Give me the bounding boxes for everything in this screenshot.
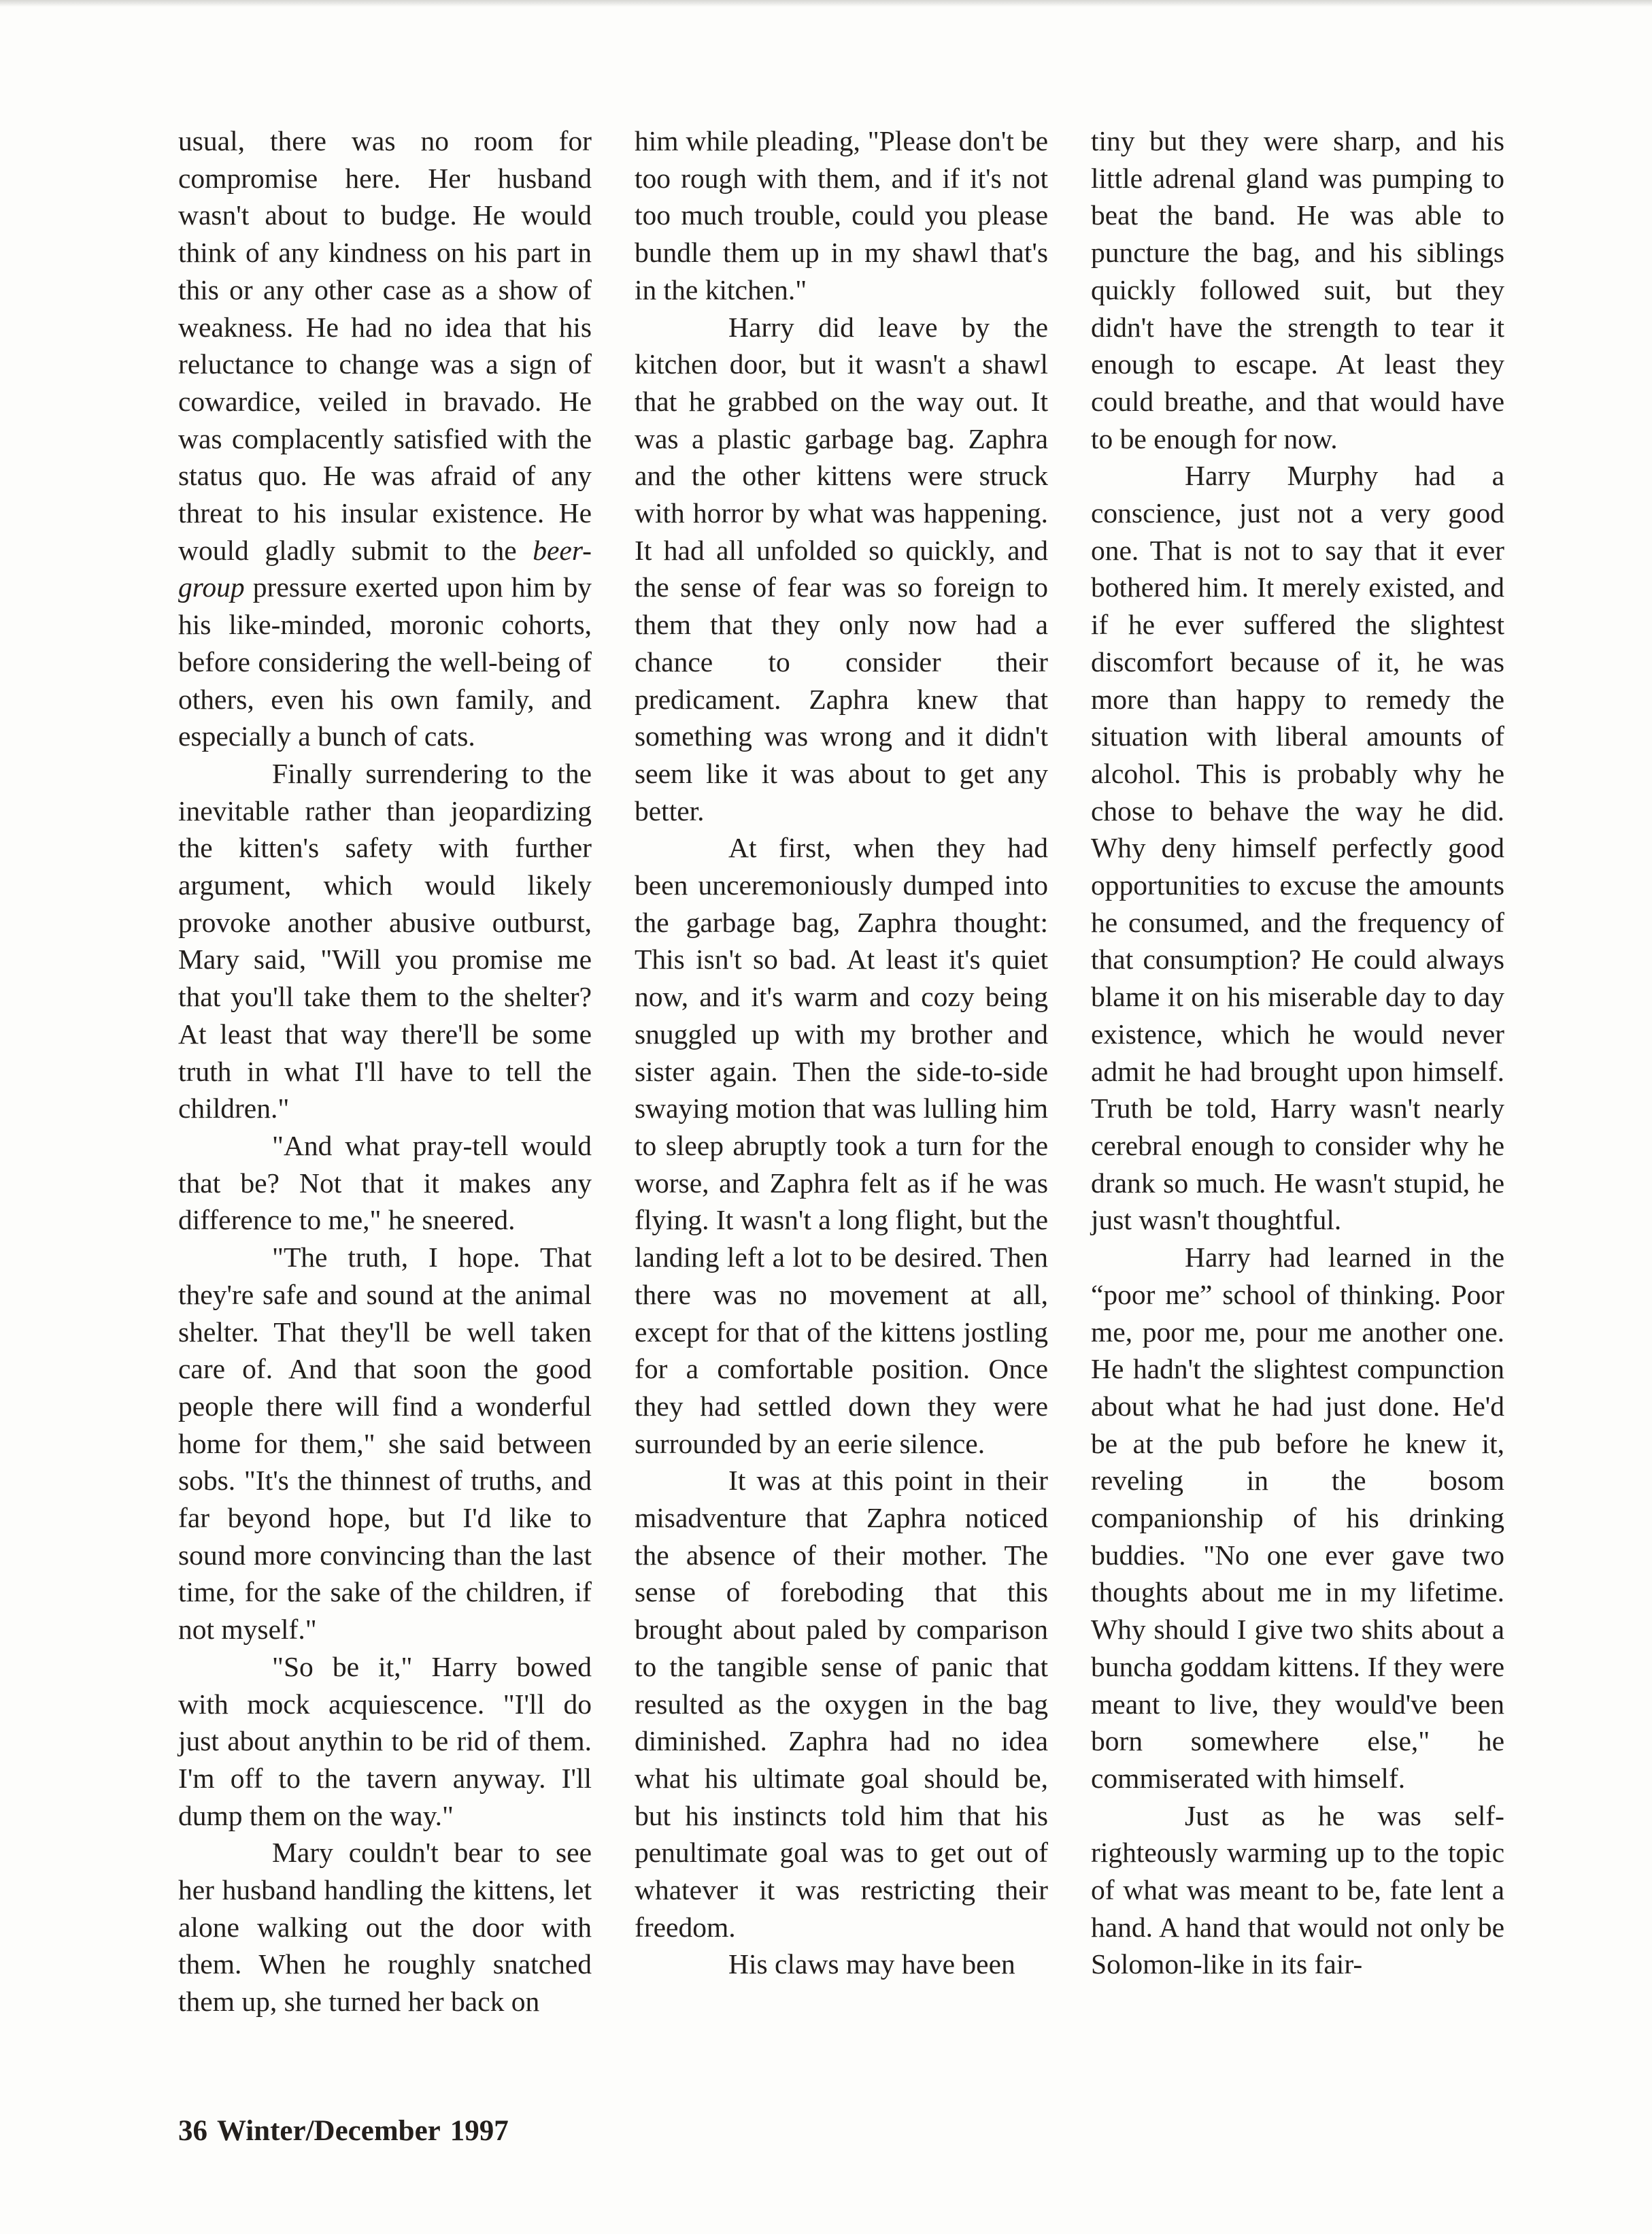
paragraph-text: usual, there was no room for compromise here. Her husband wasn't about to budge. He would think of any kindness on his part in this or any other case as a show of weakness. He had no idea that his reluctance to change was a sign of cowardice, veiled in bravado. He was complacently satisfied with the status quo. He was afraid of any threat to his insular existence. He would gladly submit to the [178, 125, 592, 566]
paragraph: him while pleading, "Please don't be too rough with them, and if it's not too much trouble, could you please bundle them up in my shawl that's in the kitchen." [635, 125, 1048, 305]
paragraph: Mary couldn't bear to see her husband handling the kittens, let alone walking out the door with them. When he roughly snatched them up, she turned her back on [178, 1837, 592, 2018]
column-2 [635, 122, 1048, 2082]
column-1 [178, 122, 592, 2082]
paragraph: Harry did leave by the kitchen door, but it wasn't a shawl that he grabbed on the way out. It was a plastic garbage bag. Zaphra and the other kittens were struck with horror by what was happening. It had all unfolded so quickly, and the sense of fear was so foreign to them that they only now had a chance to consider their predicament. Zaphra knew that something was wrong and it didn't seem like it was about to get any better. [635, 311, 1048, 827]
paragraph: Harry had learned in the “poor me” school of thinking. Poor me, poor me, pour me another one. He hadn't the slightest compunction about what he had just done. He'd be at the pub before he knew it, reveling in the bosom companionship of his drinking buddies. "No one ever gave two thoughts about me in my lifetime. Why should I give two shits about a buncha goddam kittens. If they were meant to live, they would've been born somewhere else," he commiserated with himself. [1091, 1241, 1504, 1794]
paragraph-text: pressure exerted upon him by his like-minded, moronic cohorts, before considering the well-being of others, even his own family, and especially a bunch of cats. [178, 571, 592, 752]
paragraph: His claws may have been [728, 1948, 1015, 1980]
paragraph: "And what pray-tell would that be? Not that it makes any difference to me," he sneered. [178, 1129, 592, 1236]
issue-name: Winter/December [217, 2115, 441, 2147]
paragraph [178, 122, 592, 755]
paragraph: Just as he was self-righteously warming up to the topic of what was meant to be, fate lent a hand. A hand that would not only be Solomon-like in its fair- [1091, 1799, 1504, 1980]
paragraph: Finally surrendering to the inevitable rather than jeopardizing the kitten's safety with further argument, which would likely provoke another abusive outburst, Mary said, "Will you promise me that you'll take them to the shelter? At least that way there'll be some truth in what I'll have to tell the children." [178, 757, 592, 1124]
paragraph: It was at this point in their misadventure that Zaphra noticed the absence of their mother. The sense of foreboding that this brought about paled by comparison to the tangible sense of panic that resulted as the oxygen in the bag diminished. Zaphra had no idea what his ultimate goal should be, but his instincts told him that his penultimate goal was to get out of whatever it was restricting their freedom. [635, 1465, 1048, 1943]
column-3 [1091, 122, 1504, 2082]
italic-phrase: beer-group [178, 534, 592, 603]
article-body [178, 122, 1504, 2082]
page-number: 36 [178, 2115, 207, 2147]
paragraph: "So be it," Harry bowed with mock acquiescence. "I'll do just about anythin to be rid of them. I'm off to the tavern anyway. I'll dump them on the way." [178, 1650, 592, 1831]
page-footer [178, 2114, 509, 2148]
paragraph: Harry Murphy had a conscience, just not a very good one. That is not to say that it ever bothered him. It merely existed, and if he ever suffered the slightest discomfort because of it, he was more than happy to remedy the situation with liberal amounts of alcohol. This is probably why he chose to behave the way he did. Why deny himself perfectly good opportunities to excuse the amounts he consumed, and the frequency of that consumption? He could always blame it on his miserable day to day existence, which he would never admit he had brought upon himself. Truth be told, Harry wasn't nearly cerebral enough to consider why he drank so much. He wasn't stupid, he just wasn't thoughtful. [1091, 460, 1504, 1236]
paragraph: At first, when they had been unceremoniously dumped into the garbage bag, Zaphra thought: This isn't so bad. At least it's quiet now, and it's warm and cozy being snuggled up with my brother and sister again. Then the side-to-side swaying motion that was lulling him to sleep abruptly took a turn for the worse, and Zaphra felt as if he was flying. It wasn't a long flight, but the landing left a lot to be desired. Then there was no movement at all, except for that of the kittens jostling for a comfortable position. Once they had settled down they were surrounded by an eerie silence. [635, 832, 1048, 1459]
paragraph: tiny but they were sharp, and his little adrenal gland was pumping to beat the band. He was able to puncture the bag, and his siblings quickly followed suit, but they didn't have the strength to tear it enough to escape. At least they could breathe, and that would have to be enough for now. [1091, 125, 1504, 454]
page-scan-edge [0, 0, 1652, 7]
issue-year: 1997 [450, 2115, 509, 2147]
paragraph: "The truth, I hope. That they're safe and sound at the animal shelter. That they'll be well taken care of. And that soon the good people there will find a wonderful home for them," she said between sobs. "It's the thinnest of truths, and far beyond hope, but I'd like to sound more convincing than the last time, for the sake of the children, if not myself." [178, 1241, 592, 1646]
